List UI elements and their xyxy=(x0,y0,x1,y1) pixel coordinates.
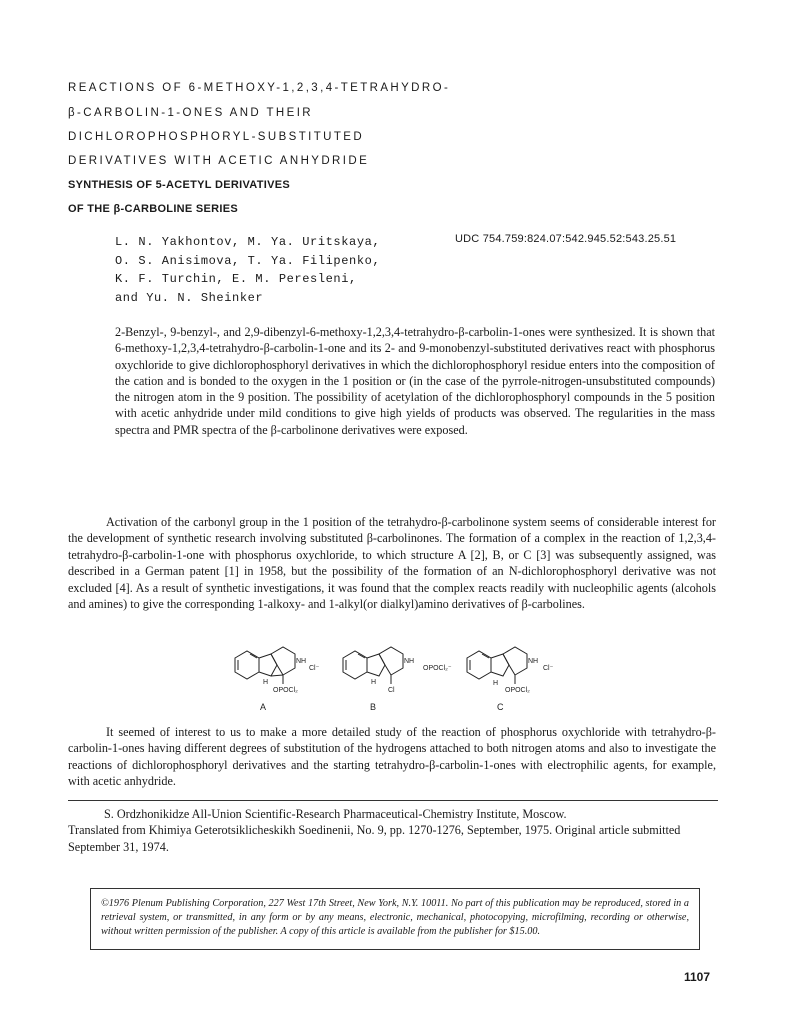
atom-label: NH xyxy=(528,658,539,665)
copyright-box: ©1976 Plenum Publishing Corporation, 227 West 17th Street, New York, N.Y. 10011. No part of this publication may be reproduced, stored in a retrieval system, or transmitted, in any form or by any means, electronic, mechanical, photocopying, microfilming, recording or otherwise, without written permission of the publisher. A copy of this article is available from the publisher for $15.00. xyxy=(90,888,700,950)
title-line-4: DERIVATIVES WITH ACETIC ANHYDRIDE xyxy=(68,155,370,167)
author-list xyxy=(115,233,380,307)
structure-label-a: A xyxy=(260,702,267,712)
author-line: O. S. Anisimova, T. Ya. Filipenko, xyxy=(115,253,381,268)
affiliation-line: S. Ordzhonikidze All-Union Scientific-Research Pharmaceutical-Chemistry Institute, Moscow. xyxy=(104,807,567,821)
title-line-2: β-CARBOLIN-1-ONES AND THEIR xyxy=(68,107,314,119)
atom-label: NH xyxy=(404,658,415,665)
subtitle-line-1: SYNTHESIS OF 5-ACETYL DERIVATIVES xyxy=(68,179,290,191)
atom-label: H xyxy=(263,679,269,686)
abstract: 2-Benzyl-, 9-benzyl-, and 2,9-dibenzyl-6-methoxy-1,2,3,4-tetrahydro-β-carbolin-1-ones were synthesized. It is shown that 6-methoxy-1,2,3,4-tetrahydro-β-carbolin-1-one and its 2- and 9-monobenzyl-substituted derivatives react with phosphorus oxychloride to give dichlorophosphoryl derivatives in which the dichlorophosphoryl residue enters into the composition of the cation and is bonded to the oxygen in the 1 position or (in the case of the pyrrole-nitrogen-unsubstituted compounds) the nitrogen atom in the 9 position. The possibility of acetylation of the dichlorophosphoryl compounds in the 5 position with acetic anhydride under mild conditions to give high yields of products was observed. The regularities in the mass spectra and PMR spectra of the β-carbolinone derivatives were exposed. xyxy=(115,325,715,437)
body-paragraph-2: It seemed of interest to us to make a more detailed study of the reaction of phosphorus oxychloride with tetrahydro-β-carbolin-1-ones having different degrees of substitution of the hydrogens attached to both nitrogen atoms and also to investigate the reactions of dichlorophosphoryl derivatives and the starting tetrahydro-β-carbolin-1-ones with electrophilic agents, for example, with acetic anhydride. xyxy=(68,725,716,789)
structure-label-c: C xyxy=(497,702,504,712)
page-number: 1107 xyxy=(684,970,711,984)
atom-label: OPOCl₂ xyxy=(505,687,530,694)
chemical-structures xyxy=(225,644,585,716)
footnote-divider xyxy=(68,800,718,801)
body-paragraph-1: Activation of the carbonyl group in the 1 position of the tetrahydro-β-carbolinone system seems of considerable interest for the development of synthetic research involving substituted β-carbolinones. The formation of a complex in the reaction of 1,2,3,4-tetrahydro-β-carbolin-1-one with phosphorus oxychloride, to which structure A [2], B, or C [3] was subsequently assigned, was described in a German patent [1] in 1958, but the possibility of the formation of an N-dichlorophosphoryl derivative was not excluded [4]. As a result of synthetic investigations, it was found that the complex reacts readily with nucleophilic agents (alcohols and amines) to give the corresponding 1-alkoxy- and 1-alkyl(or dialkyl)amino derivatives of β-carbolines. xyxy=(68,515,716,612)
atom-label: Cl⁻ xyxy=(543,665,554,672)
structure-label-b: B xyxy=(370,702,377,712)
author-line: L. N. Yakhontov, M. Ya. Uritskaya, xyxy=(115,235,381,249)
atom-label: OPOCl₂ xyxy=(273,687,298,694)
udc-code: UDC 754.759:824.07:542.945.52:543.25.51 xyxy=(455,233,677,245)
structure-c xyxy=(467,647,527,684)
affiliation-footnote xyxy=(68,806,718,855)
atom-label: OPOCl₂⁻ xyxy=(423,665,452,672)
atom-label: Cl xyxy=(388,687,395,694)
translation-note: Translated from Khimiya Geterotsiklicheskikh Soedinenii, No. 9, pp. 1270-1276, September, 1975. Original article submitted September 31, 1974. xyxy=(68,823,681,854)
atom-label: NH xyxy=(296,658,307,665)
atom-label: H xyxy=(371,679,377,686)
author-line: and Yu. N. Sheinker xyxy=(115,290,264,305)
title-line-1: REACTIONS OF 6-METHOXY-1,2,3,4-TETRAHYDRO- xyxy=(68,82,451,94)
atom-label: Cl⁻ xyxy=(309,665,320,672)
author-line: K. F. Turchin, E. M. Peresleni, xyxy=(115,272,357,286)
title-line-3: DICHLOROPHOSPHORYL-SUBSTITUTED xyxy=(68,131,365,143)
subtitle-line-2: OF THE β-CARBOLINE SERIES xyxy=(68,203,239,215)
atom-label: H xyxy=(493,680,499,687)
